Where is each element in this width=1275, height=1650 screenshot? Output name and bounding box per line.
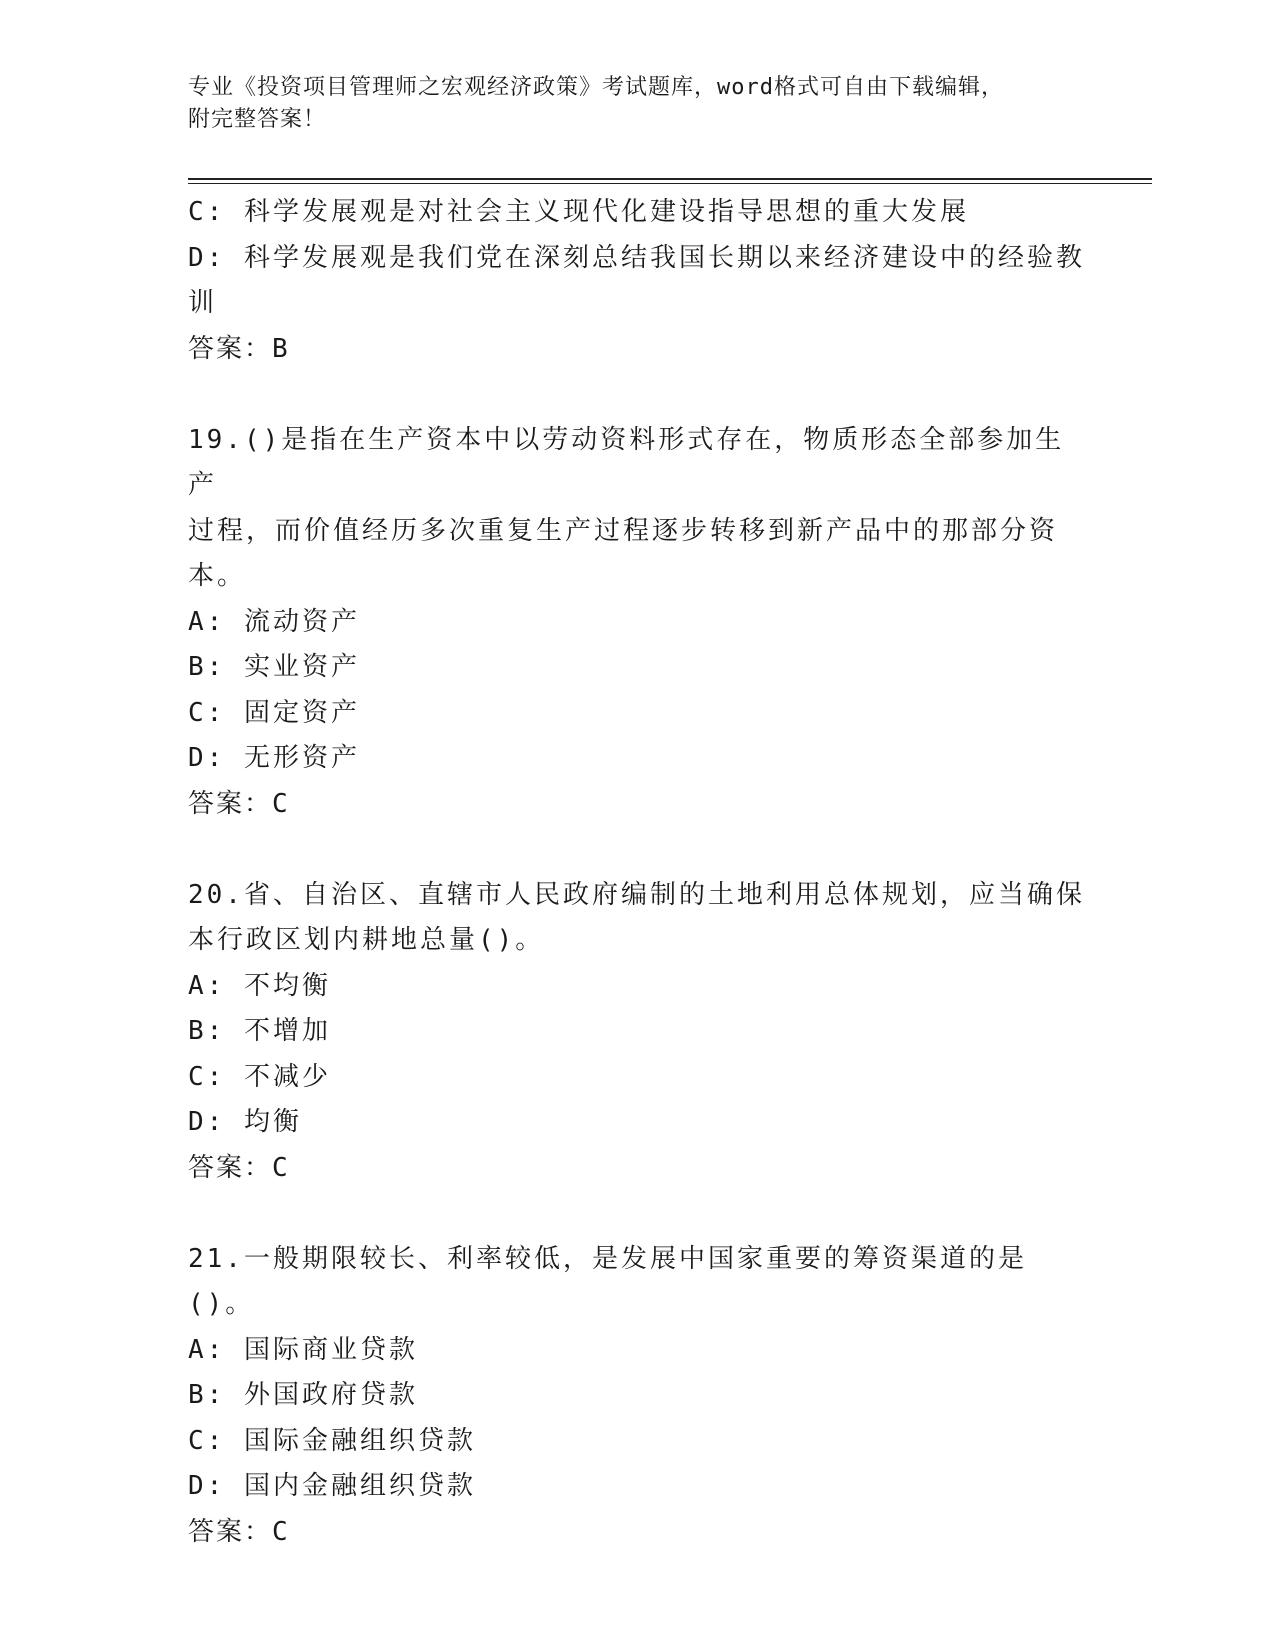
option-b: B: 外国政府贷款 — [188, 1380, 418, 1410]
option-d: D: 国内金融组织贷款 — [188, 1471, 476, 1501]
question-19 — [188, 418, 1088, 828]
answer-line: 答案：C — [188, 1516, 290, 1547]
answer-line: 答案：C — [188, 1152, 290, 1183]
option-d-continued: 训 — [188, 288, 218, 318]
option-c: C: 不减少 — [188, 1061, 331, 1092]
option-c: C: 固定资产 — [188, 697, 360, 728]
question-stem-line: 20.省、自治区、直辖市人民政府编制的土地利用总体规划，应当确保 — [188, 879, 1085, 910]
question-stem-line: 本行政区划内耕地总量()。 — [188, 925, 545, 955]
question-stem-line: 19.()是指在生产资本中以劳动资料形式存在，物质形态全部参加生产 — [188, 424, 1065, 500]
option-d: D: 无形资产 — [188, 743, 360, 773]
spacer — [188, 1191, 1088, 1237]
previous-question-tail — [188, 190, 1088, 372]
answer-line: 答案：C — [188, 788, 290, 819]
option-a: A: 不均衡 — [188, 970, 331, 1001]
question-stem-line: 本。 — [188, 561, 247, 591]
option-c: C: 科学发展观是对社会主义现代化建设指导思想的重大发展 — [188, 197, 969, 227]
question-stem-line: 过程，而价值经历多次重复生产过程逐步转移到新产品中的那部分资 — [188, 515, 1059, 546]
question-content — [188, 190, 1088, 1555]
option-c: C: 国际金融组织贷款 — [188, 1425, 476, 1456]
option-d: D: 均衡 — [188, 1107, 302, 1137]
option-a: A: 流动资产 — [188, 606, 360, 637]
header-line-2: 附完整答案！ — [188, 107, 327, 132]
option-b: B: 实业资产 — [188, 652, 360, 682]
option-b: B: 不增加 — [188, 1016, 331, 1046]
header-divider-thin — [188, 183, 1152, 184]
question-20 — [188, 873, 1088, 1192]
question-21 — [188, 1237, 1088, 1556]
question-stem-line: 21.一般期限较长、利率较低，是发展中国家重要的筹资渠道的是()。 — [188, 1243, 1027, 1319]
header-divider-thick — [188, 178, 1152, 180]
answer-line: 答案：B — [188, 333, 290, 364]
spacer — [188, 827, 1088, 873]
option-d: D: 科学发展观是我们党在深刻总结我国长期以来经济建设中的经验教 — [188, 242, 1085, 273]
document-header — [188, 72, 1088, 136]
header-line-1: 专业《投资项目管理师之宏观经济政策》考试题库，word格式可自由下载编辑， — [188, 75, 1004, 100]
spacer — [188, 372, 1088, 418]
option-a: A: 国际商业贷款 — [188, 1334, 418, 1365]
